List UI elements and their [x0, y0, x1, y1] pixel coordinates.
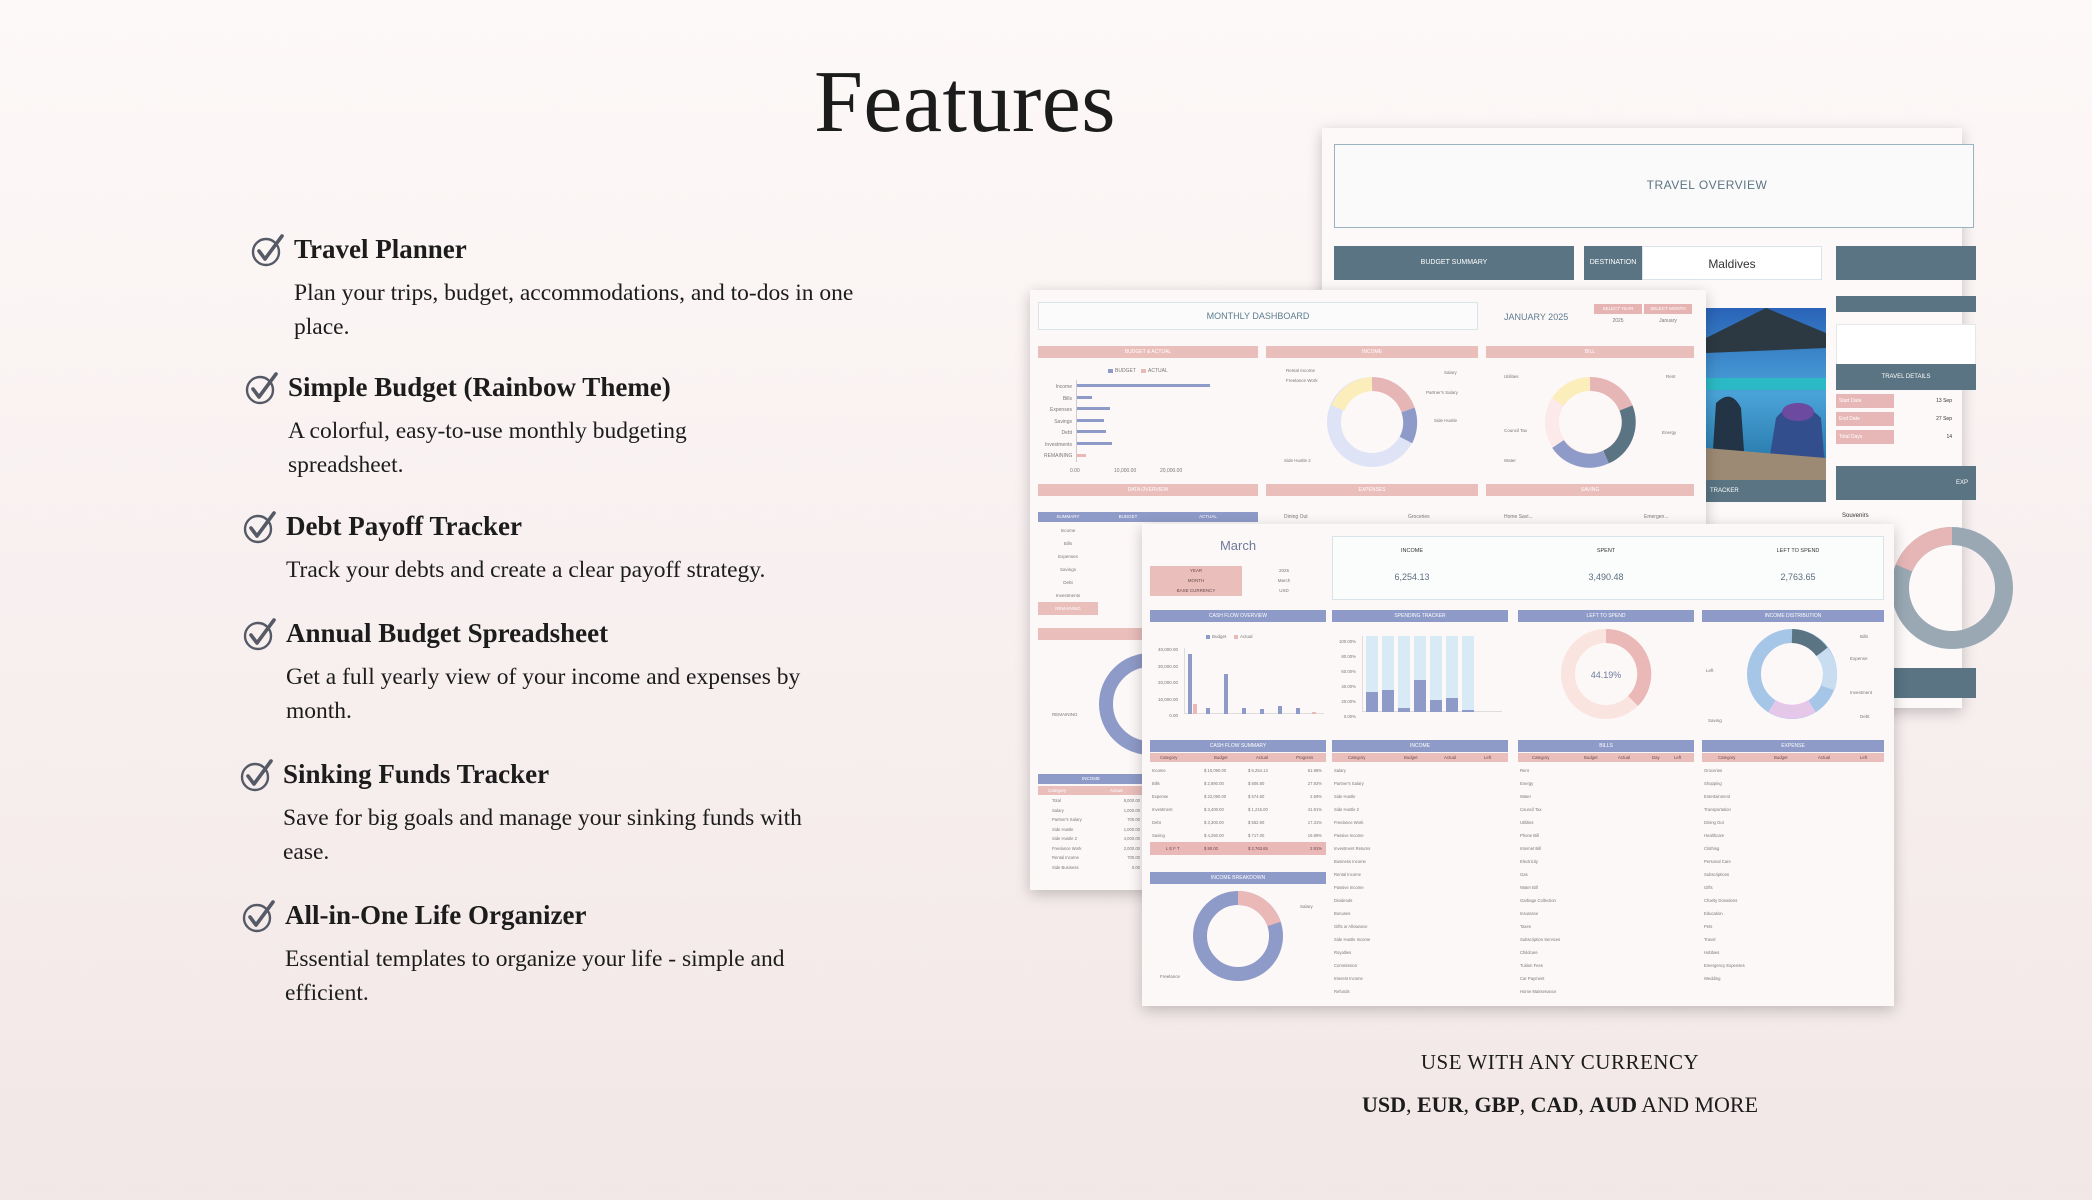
income-breakdown-header: INCOME BREAKDOWN — [1150, 872, 1326, 884]
kpi-spent-value: 3,490.48 — [1588, 572, 1624, 582]
legend-actual: Actual — [1240, 634, 1253, 639]
feature-description: Get a full yearly view of your income and expenses by month. — [286, 664, 801, 724]
currency-code: EUR — [1416, 1092, 1464, 1117]
destination-label: DESTINATION — [1584, 246, 1642, 280]
bill-label: Rent — [1666, 374, 1676, 379]
axis-tick: 0.00 — [1070, 468, 1080, 474]
cfs-rows: Income $ 10,090.00 $ 6,254.13 61.98% Bills $ 2,890.00 $ 806.80 27.92% Expense $ 22,090.00 $ 574.60 2.59% Investment $ 3,400.00 $ 1,215.00 41.91% Debt $ 3,300.00 $ 552.90 17.31% Saving $ 4,250.00 $ 717.00 16.89% L E F T $ 80.00 $ 2,763.65 2.91% — [1150, 764, 1326, 855]
cash-flow-overview-header: CASH FLOW OVERVIEW — [1150, 610, 1326, 622]
budget-summary-header: BUDGET SUMMARY — [1334, 246, 1574, 280]
summary-col-header: BUDGET — [1098, 512, 1158, 522]
bill-label: Energy — [1662, 430, 1677, 435]
month-title: March — [1219, 538, 1257, 553]
end-date-label: End Date — [1836, 412, 1894, 426]
ib-label: Freelance — [1160, 974, 1181, 979]
ib-label: Salary — [1300, 904, 1313, 909]
dist-label: Expense — [1850, 656, 1868, 661]
income-breakdown-donut-chart — [1150, 886, 1326, 998]
income-table-head: Category Actual — [1038, 786, 1144, 795]
summary-rows: Income Bills Expenses Savings Debt Investments REMAINING — [1038, 524, 1098, 615]
feature-description: Save for big goals and manage your sinking funds with ease. — [283, 805, 802, 865]
feature-description: A colorful, easy-to-use monthly budgeting spreadsheet. — [288, 418, 687, 478]
remaining-label: REMAINING — [1052, 712, 1078, 717]
kpi-label: LEFT TO SPEND — [1776, 548, 1820, 554]
budget-actual-header: BUDGET & ACTUAL — [1038, 346, 1258, 358]
expense-table-title: EXPENSE — [1702, 740, 1884, 752]
saving-label: Emergen... — [1644, 514, 1669, 520]
currency-code: CAD — [1530, 1092, 1579, 1117]
march-budget-sheet — [1142, 524, 1894, 1006]
start-date-value: 13 Sep — [1936, 398, 1952, 404]
currency-code: USD — [1361, 1092, 1406, 1117]
legend-budget: Budget — [1212, 634, 1227, 639]
legend-actual: ACTUAL — [1148, 368, 1168, 374]
income-category-list: Salary Partner's Salary Side Hustle Side Hustle 2 Freelance Work Passive Income Investment Returns Business Income Rental Income Passive Income Dividends Bonuses Gifts or Allowance Side Hustle Income Royalties Commission Interest Income Refunds — [1334, 768, 1371, 994]
bill-label: Water — [1504, 458, 1516, 463]
income-label: Salary — [1444, 370, 1457, 375]
end-date-value: 27 Sep — [1936, 416, 1952, 422]
summary-col-header: ACTUAL — [1158, 512, 1258, 522]
left-to-spend-percent: 44.19% — [1590, 670, 1622, 680]
bill-label: Council Tax — [1504, 428, 1528, 433]
travel-title: TRAVEL OVERVIEW — [1646, 178, 1768, 192]
income-table-head: Category Budget Actual Left — [1332, 753, 1508, 762]
checkmark-icon — [244, 370, 280, 406]
y-axis-labels: 40,000.00 30,000.00 20,000.00 10,000.00 0.00 — [1157, 647, 1178, 718]
income-label: Side Hustle — [1434, 418, 1458, 423]
income-table-title: INCOME — [1332, 740, 1508, 752]
income-label: Side Hustle 2 — [1284, 458, 1311, 463]
month-select[interactable]: January — [1659, 318, 1677, 324]
souvenirs-label: Souvenirs — [1842, 513, 1869, 519]
income-distribution-header: INCOME DISTRIBUTION — [1702, 610, 1884, 622]
select-month-label: SELECT MONTH — [1644, 304, 1692, 314]
checkmark-icon — [250, 232, 286, 268]
pct-axis-labels: 100.00% 80.00% 60.00% 40.00% 20.00% 0.00% — [1339, 639, 1356, 719]
kpi-left-value: 2,763.65 — [1780, 572, 1816, 582]
feature-description: Essential templates to organize your life - simple and efficient. — [285, 946, 785, 1006]
income-table-header: INCOME — [1038, 774, 1144, 784]
expense-category-list: Groceries Shopping Entertainment Transportation Dining Out Healthcare Clothing Personal Care Subscriptions Gifts Charity Donations Education Pets Travel Hobbies Emergency Expenses Wedding — [1704, 768, 1745, 981]
settings-table: YEAR 2025 MONTH March BASE CURRENCY USD — [1150, 566, 1326, 596]
left-to-spend-header: LEFT TO SPEND — [1518, 610, 1694, 622]
checkmark-icon — [241, 898, 277, 934]
destination-value: Maldives — [1642, 246, 1822, 280]
tracker-header: TRACKER — [1706, 480, 1826, 502]
checkmark-icon — [239, 757, 275, 793]
bills-table-title: BILLS — [1518, 740, 1694, 752]
feature-title: Simple Budget (Rainbow Theme) — [288, 372, 671, 402]
feature-description: Track your debts and create a clear payoff strategy. — [286, 557, 766, 583]
exp-header: EXP — [1836, 466, 1976, 500]
axis-tick: 20,000.00 — [1160, 468, 1183, 474]
period-label: JANUARY 2025 — [1504, 312, 1569, 322]
feature-title: Annual Budget Spreadsheet — [286, 618, 609, 648]
saving-header: SAVING — [1486, 484, 1694, 496]
travel-donut-chart — [1882, 518, 1962, 658]
bar-chart-labels: Income Bills Expenses Savings Debt Investments REMAINING — [1044, 384, 1073, 459]
kpi-label: INCOME — [1401, 548, 1423, 554]
dist-label: Debt — [1860, 714, 1870, 719]
income-table-rows: Total 8,000.00 Salary 1,000.00 Partner's Salary 700.00 Side Hustle 1,000.00 Side Hustle 2 4,000.00 Freelance Work 2,000.00 Rental Income 700.00 Side Business 0.00 — [1052, 798, 1140, 870]
legend-budget: BUDGET — [1115, 368, 1136, 374]
cash-flow-summary-header: CASH FLOW SUMMARY — [1150, 740, 1326, 752]
currency-code: GBP — [1474, 1092, 1520, 1117]
income-label: Partner's Salary — [1426, 390, 1458, 395]
feature-title: All-in-One Life Organizer — [285, 900, 587, 930]
currency-note: USE WITH ANY CURRENCY — [1420, 1050, 1700, 1074]
kpi-label: SPENT — [1596, 548, 1616, 554]
select-year-label: SELECT YEAR — [1594, 304, 1642, 314]
currency-code: AUD — [1589, 1092, 1638, 1117]
expenses-header: EXPENSES — [1266, 484, 1478, 496]
travel-details-header: TRAVEL DETAILS — [1836, 364, 1976, 390]
bills-category-list: Rent Energy Water Council Tax Utilities Phone Bill Internet Bill Electricity Gas Water Bill Garbage Collection Insurance Taxes Subscription Services Childcare Tuition Fees Car Payment Home Maintenance — [1520, 768, 1561, 994]
income-label: Rental Income — [1286, 368, 1316, 373]
kpi-income-value: 6,254.13 — [1394, 572, 1430, 582]
maldives-photo — [1706, 308, 1826, 480]
income-label: Freelance Work — [1286, 378, 1318, 383]
dist-label: Left — [1706, 668, 1714, 673]
dist-label: Investment — [1850, 690, 1873, 695]
feature-title: Sinking Funds Tracker — [283, 759, 550, 789]
bills-table-head: Category Budget Actual Day Left — [1518, 753, 1694, 762]
start-date-label: Start Date — [1836, 394, 1894, 408]
summary-col-header: SUMMARY — [1038, 512, 1098, 522]
checkmark-icon — [242, 616, 278, 652]
dist-label: Bills — [1860, 634, 1869, 639]
income-distribution-donut-chart — [1702, 624, 1884, 724]
expense-label: Dining Out — [1284, 514, 1308, 520]
expense-table-head: Category Budget Actual Left — [1702, 753, 1884, 762]
income-header: INCOME — [1266, 346, 1478, 358]
dist-label: Saving — [1708, 718, 1722, 723]
axis-tick: 10,000.00 — [1114, 468, 1137, 474]
currency-list: USD, EUR, GBP, CAD, AUD AND MORE — [1361, 1092, 1759, 1117]
feature-title: Travel Planner — [294, 234, 467, 264]
monthly-title: MONTHLY DASHBOARD — [1206, 311, 1310, 321]
bill-header: BILL — [1486, 346, 1694, 358]
data-overview-header: DATA OVERVIEW — [1038, 484, 1258, 496]
page-title: Features — [813, 54, 1117, 151]
checkmark-icon — [242, 509, 278, 545]
expense-label: Groceries — [1408, 514, 1430, 520]
feature-title: Debt Payoff Tracker — [286, 511, 522, 541]
cfs-head: Category Budget Actual Progress — [1150, 753, 1326, 762]
spending-tracker-header: SPENDING TRACKER — [1332, 610, 1508, 622]
total-days-value: 14 — [1946, 434, 1952, 440]
total-days-label: Total Days — [1836, 430, 1894, 444]
saving-label: Home Savi... — [1504, 514, 1533, 520]
feature-description: Plan your trips, budget, accommodations, and to-dos in one place. — [294, 280, 854, 340]
year-select[interactable]: 2025 — [1612, 318, 1624, 324]
bill-label: Utilities — [1504, 374, 1519, 379]
